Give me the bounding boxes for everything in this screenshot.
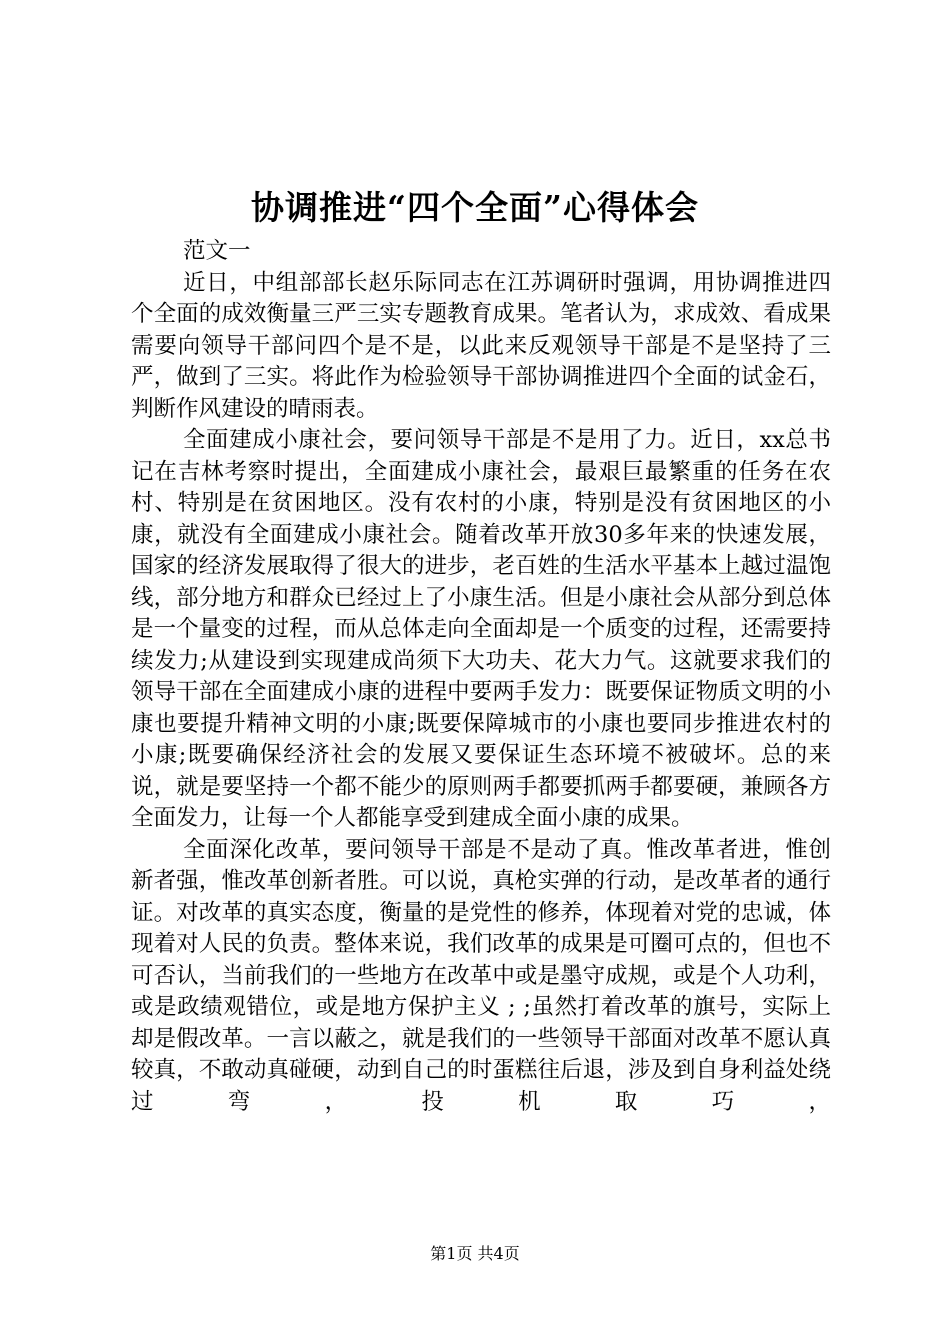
paragraph-1: 近日，中组部部长赵乐际同志在江苏调研时强调，用协调推进四个全面的成效衡量三严三实专题教育成果。笔者认为，求成效、看成果需要向领导干部问四个是不是，以此来反观领导干部是不是坚持了三严，做到了三实。将此作为检验领导干部协调推进四个全面的试金石，判断作风建设的晴雨表。	[131, 269, 831, 422]
page-footer: 第1页 共4页	[430, 1244, 520, 1263]
document-body	[131, 236, 831, 1118]
section-label: 范文一	[183, 238, 251, 264]
paragraph-2: 全面建成小康社会，要问领导干部是不是用了力。近日，xx总书记在吉林考察时提出，全面建成小康社会，最艰巨最繁重的任务在农村、特别是在贫困地区。没有农村的小康，特别是没有贫困地区的小康，就没有全面建成小康社会。随着改革开放30多年来的快速发展，国家的经济发展取得了很大的进步，老百姓的生活水平基本上越过温饱线，部分地方和群众已经过上了小康生活。但是小康社会从部分到总体是一个量变的过程，而从总体走向全面却是一个质变的过程，还需要持续发力;从建设到实现建成尚须下大功夫、花大力气。这就要求我们的领导干部在全面建成小康的进程中要两手发力：既要保证物质文明的小康也要提升精神文明的小康;既要保障城市的小康也要同步推进农村的小康;既要确保经济社会的发展又要保证生态环境不被破坏。总的来说，就是要坚持一个都不能少的原则两手都要抓两手都要硬，兼顾各方全面发力，让每一个人都能享受到建成全面小康的成果。	[131, 427, 831, 831]
paragraph-3: 全面深化改革，要问领导干部是不是动了真。惟改革者进，惟创新者强，惟改革创新者胜。可以说，真枪实弹的行动，是改革者的通行证。对改革的真实态度，衡量的是党性的修养，体现着对党的忠诚，体现着对人民的负责。整体来说，我们改革的成果是可圈可点的，但也不可否认，当前我们的一些地方在改革中或是墨守成规，或是个人功利，或是政绩观错位，或是地方保护主义 ; ;虽然打着改革的旗号，实际上却是假改革。一言以蔽之，就是我们的一些领导干部面对改革不愿认真较真，不敢动真碰硬，动到自己的时蛋糕往后退，涉及到自身利益处绕过弯，投机取巧，	[131, 836, 831, 1115]
document-title: 协调推进“四个全面”心得体会	[251, 188, 699, 227]
